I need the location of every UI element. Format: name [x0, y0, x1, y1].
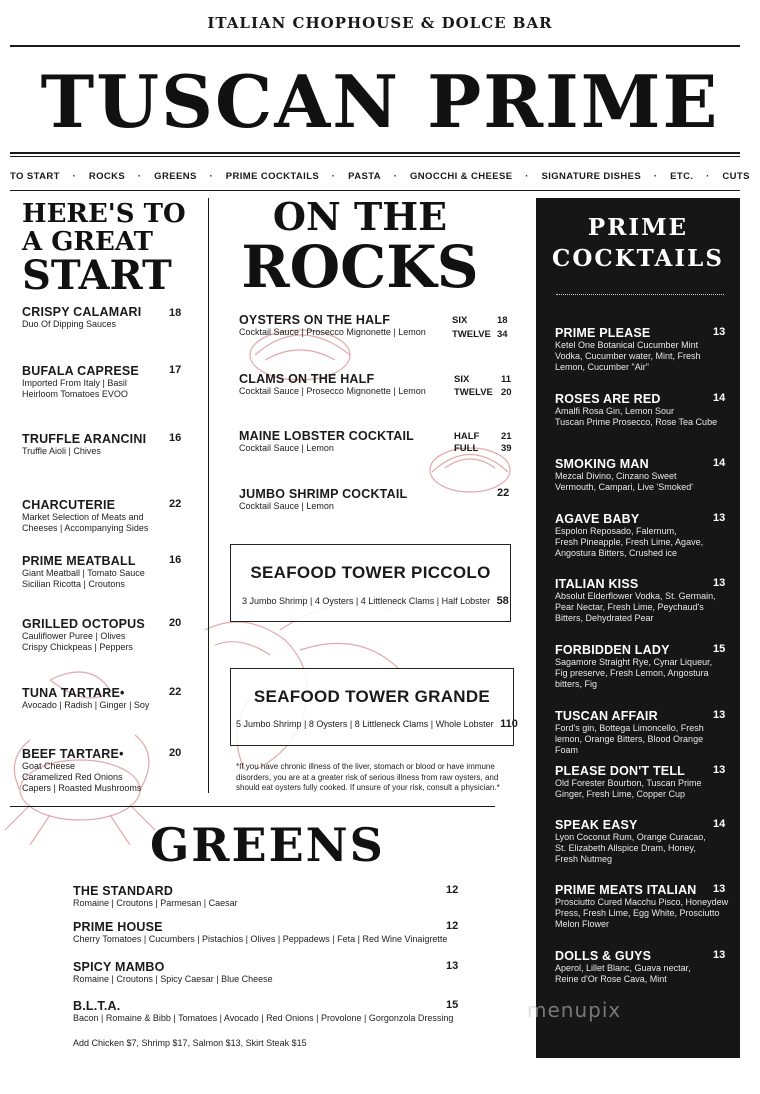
seafood-tower-grande — [230, 668, 518, 746]
clam-shell-sketch-icon — [430, 448, 510, 492]
item-desc: Cauliflower Puree | Olives — [22, 631, 126, 641]
item-desc: Absolut Elderflower Vodka, St. Germain, — [555, 591, 716, 601]
menupix-watermark: menupix — [527, 998, 622, 1022]
greens-heading: GREENS — [150, 818, 385, 872]
item-desc: Old Forester Bourbon, Tuscan Prime — [555, 778, 702, 788]
item-name: TRUFFLE ARANCINI — [22, 432, 147, 446]
menu-item-beef-tartare — [22, 747, 192, 794]
seafood-tower-piccolo — [230, 544, 511, 622]
item-desc: Melon Flower — [555, 919, 610, 929]
item-name: B.L.T.A. — [73, 999, 121, 1013]
item-desc: Vermouth, Campari, Live 'Smoked' — [555, 482, 693, 492]
item-name: DOLLS & GUYS — [555, 949, 652, 963]
header-rule-top — [10, 45, 740, 47]
cocktails-divider — [556, 294, 724, 295]
item-name: BEEF TARTARE• — [22, 747, 124, 761]
item-desc: Reine d'Or Rose Cava, Mint — [555, 974, 667, 984]
size-label: SIX — [454, 374, 470, 385]
nav-pasta[interactable]: PASTA — [348, 170, 381, 182]
item-desc: Romaine | Croutons | Parmesan | Caesar — [73, 898, 238, 908]
tower-name: SEAFOOD TOWER PICCOLO — [250, 563, 491, 582]
item-desc: Cherry Tomatoes | Cucumbers | Pistachios | Olives | Peppadews | Feta | Red Wine Vinaigrette — [73, 934, 448, 944]
item-name: THE STANDARD — [73, 884, 174, 898]
item-name: OYSTERS ON THE HALF — [239, 313, 391, 327]
item-name: BUFALA CAPRESE — [22, 364, 139, 378]
raw-oyster-disclaimer — [236, 762, 526, 794]
item-price: 14 — [713, 818, 726, 830]
item-desc: Goat Cheese — [22, 761, 76, 771]
item-desc: Romaine | Croutons | Spicy Caesar | Blue Cheese — [73, 974, 273, 984]
item-price: 18 — [169, 307, 182, 319]
menu-item-prime-meatball — [22, 554, 192, 590]
tower-desc: 5 Jumbo Shrimp | 8 Oysters | 8 Littleneck Clams | Whole Lobster — [236, 719, 494, 729]
size-label: FULL — [454, 443, 479, 454]
size-price: 34 — [497, 329, 508, 340]
item-price: 13 — [713, 577, 726, 589]
cocktail-forbidden-lady — [555, 643, 725, 690]
tagline: ITALIAN CHOPHOUSE & DOLCE BAR — [207, 14, 553, 32]
item-name: CLAMS ON THE HALF — [239, 372, 375, 386]
start-heading — [22, 199, 192, 299]
size-price: 20 — [501, 387, 512, 398]
menu-item-spicy-mambo — [73, 960, 463, 985]
item-desc: Avocado | Radish | Ginger | Soy — [22, 700, 150, 710]
item-name: SPEAK EASY — [555, 818, 638, 832]
start-heading-line-2: A GREAT — [22, 227, 153, 257]
item-desc: Heirloom Tomatoes EVOO — [22, 389, 128, 399]
size-label: TWELVE — [454, 387, 493, 398]
item-price: 13 — [713, 883, 726, 895]
item-price: 13 — [713, 764, 726, 776]
item-desc: Pear Nectar, Fresh Lime, Peychaud's — [555, 602, 704, 612]
item-desc: Press, Fresh Lime, Egg White, Prosciutto — [555, 908, 720, 918]
section-nav — [10, 168, 750, 184]
item-name: AGAVE BABY — [555, 512, 640, 526]
item-desc: Crispy Chickpeas | Peppers — [22, 642, 133, 652]
start-heading-line-3: START — [22, 252, 172, 299]
item-price: 15 — [713, 643, 726, 655]
disclaimer-line: *If you have chronic illness of the liver, stomach or blood or have immune — [236, 762, 495, 771]
column-divider-left — [208, 198, 209, 793]
header-rule-bottom — [10, 152, 740, 154]
size-label: SIX — [452, 315, 468, 326]
item-desc: Cocktail Sauce | Lemon — [239, 443, 334, 453]
menu-item-clams-on-the-half — [239, 372, 514, 397]
nav-rule — [10, 190, 740, 191]
item-desc: Truffle Aioli | Chives — [22, 446, 101, 456]
item-desc: Lemon, Cucumber "Air" — [555, 362, 649, 372]
size-label: HALF — [454, 431, 480, 442]
item-price: 20 — [169, 617, 182, 629]
item-price: 13 — [446, 960, 459, 972]
item-price: 16 — [169, 432, 182, 444]
tower-name: SEAFOOD TOWER GRANDE — [253, 687, 491, 706]
item-name: PRIME MEATS ITALIAN — [555, 883, 697, 897]
item-name: SMOKING MAN — [555, 457, 649, 471]
rocks-heading — [230, 194, 490, 301]
size-label: TWELVE — [452, 329, 491, 340]
size-price: 21 — [501, 431, 512, 442]
nav-gnocchi-cheese[interactable]: GNOCCHI & CHEESE — [409, 170, 513, 182]
item-price: 15 — [446, 999, 459, 1011]
tower-details — [236, 714, 518, 732]
item-name: ROSES ARE RED — [555, 392, 661, 406]
menu-item-the-standard — [73, 884, 463, 909]
item-desc: Tuscan Prime Prosecco, Rose Tea Cube — [555, 417, 718, 427]
nav-prime-cocktails[interactable]: PRIME COCKTAILS — [225, 170, 320, 182]
item-desc: Aperol, Lillet Blanc, Guava nectar, — [555, 963, 691, 973]
item-name: PLEASE DON'T TELL — [555, 764, 685, 778]
item-desc: Imported From Italy | Basil — [22, 378, 127, 388]
cocktail-roses-are-red — [555, 392, 725, 428]
item-name: FORBIDDEN LADY — [555, 643, 670, 657]
section-rule-greens — [10, 806, 495, 807]
cocktails-heading-line-1: PRIME — [587, 214, 689, 241]
item-desc: Cocktail Sauce | Prosecco Mignonette | Lemon — [239, 386, 426, 396]
menu-item-jumbo-shrimp-cocktail — [239, 487, 514, 512]
cocktail-dolls-and-guys — [555, 949, 725, 985]
cocktail-tuscan-affair — [555, 709, 725, 756]
menu-item-oysters-on-the-half — [239, 313, 514, 338]
item-desc: Cocktail Sauce | Lemon — [239, 501, 334, 511]
item-name: PRIME MEATBALL — [22, 554, 136, 568]
rocks-heading-line-2: ROCKS — [241, 233, 479, 301]
nav-separator: · — [209, 170, 214, 182]
item-desc: Bacon | Romaine & Bibb | Tomatoes | Avocado | Red Onions | Provolone | Gorgonzola Dressing — [73, 1013, 454, 1023]
item-price: 13 — [713, 949, 726, 961]
item-desc: Ford's gin, Bottega Limoncello, Fresh — [555, 723, 704, 733]
item-name: GRILLED OCTOPUS — [22, 617, 145, 631]
item-desc: Bitters, Dehydrated Pear — [555, 613, 654, 623]
item-name: MAINE LOBSTER COCKTAIL — [239, 429, 414, 443]
size-price: 11 — [501, 374, 512, 385]
item-desc: Ginger, Fresh Lime, Copper Cup — [555, 789, 686, 799]
item-price: 17 — [169, 364, 182, 376]
header-rule-thin — [10, 156, 740, 157]
item-price: 14 — [713, 392, 726, 404]
item-desc: Capers | Roasted Mushrooms — [22, 783, 142, 793]
nav-separator: · — [137, 170, 142, 182]
item-name: JUMBO SHRIMP COCKTAIL — [239, 487, 408, 501]
item-desc: Amalfi Rosa Gin, Lemon Sour — [555, 406, 675, 416]
cocktail-speak-easy — [555, 818, 725, 865]
disclaimer-line: disorders, you are at a greater risk of serious illness from raw oysters, and — [236, 772, 499, 782]
menu-item-crispy-calamari — [22, 305, 192, 330]
item-desc: Fig preserve, Fresh Lemon, Angostura — [555, 668, 709, 678]
nav-greens[interactable]: GREENS — [154, 170, 197, 182]
item-name: ITALIAN KISS — [555, 577, 639, 591]
item-desc: Vodka, Cucumber water, Mint, Fresh — [555, 351, 701, 361]
nav-separator: · — [393, 170, 398, 182]
tower-details — [242, 591, 509, 609]
item-desc: bitters, Fig — [555, 679, 598, 689]
menu-item-tuna-tartare — [22, 686, 192, 711]
item-price: 22 — [497, 487, 510, 499]
item-name: CRISPY CALAMARI — [22, 305, 142, 319]
item-desc: Prosciutto Cured Macchu Pisco, Honeydew — [555, 897, 729, 907]
size-price: 18 — [497, 315, 508, 326]
nav-etc[interactable]: ETC. — [670, 170, 694, 182]
cocktail-prime-meats-italian — [555, 883, 729, 930]
nav-separator: · — [706, 170, 710, 182]
brand-title: TUSCAN PRIME — [40, 59, 720, 144]
nav-cuts[interactable]: CUTS — [722, 170, 750, 182]
item-price: 20 — [169, 747, 182, 759]
item-price: 22 — [169, 686, 182, 698]
nav-signature-dishes[interactable]: SIGNATURE DISHES — [541, 170, 642, 182]
item-desc: Fresh Nutmeg — [555, 854, 613, 864]
item-desc: Sagamore Straight Rye, Cynar Liqueur, — [555, 657, 713, 667]
menu-item-prime-house — [73, 920, 463, 945]
item-price: 13 — [713, 512, 726, 524]
cocktail-smoking-man — [555, 457, 725, 493]
nav-separator: · — [525, 170, 529, 182]
nav-to-start[interactable]: TO START — [10, 170, 60, 182]
item-name: TUSCAN AFFAIR — [555, 709, 658, 723]
item-name: PRIME PLEASE — [555, 326, 651, 340]
item-desc: Espolon Reposado, Falernum, — [555, 526, 677, 536]
nav-separator: · — [331, 170, 336, 182]
item-name: SPICY MAMBO — [73, 960, 165, 974]
rocks-heading-line-1: ON THE — [272, 194, 448, 239]
item-desc: Giant Meatball | Tomato Sauce — [22, 568, 145, 578]
item-price: 12 — [446, 884, 459, 896]
disclaimer-line: should eat oysters fully cooked. If unsure of your risk, consult a physician.* — [236, 783, 500, 792]
item-desc: Angostura Bitters, Crushed ice — [555, 548, 678, 558]
nav-rocks[interactable]: ROCKS — [88, 170, 126, 182]
tower-price: 110 — [500, 718, 518, 730]
cocktail-agave-baby — [555, 512, 725, 559]
cocktail-please-dont-tell — [555, 764, 725, 800]
size-price: 39 — [501, 443, 512, 454]
cocktails-heading — [536, 212, 740, 274]
tower-price: 58 — [496, 595, 509, 607]
cocktails-heading-line-2: COCKTAILS — [552, 245, 724, 272]
item-desc: Sicilian Ricotta | Croutons — [22, 579, 125, 589]
cocktail-italian-kiss — [555, 577, 725, 624]
menu-item-maine-lobster-cocktail — [239, 429, 514, 454]
menu-item-grilled-octopus — [22, 617, 192, 653]
tower-desc: 3 Jumbo Shrimp | 4 Oysters | 4 Littleneck Clams | Half Lobster — [242, 596, 491, 606]
item-name: CHARCUTERIE — [22, 498, 116, 512]
cocktail-prime-please — [555, 326, 725, 373]
item-price: 12 — [446, 920, 459, 932]
item-price: 13 — [713, 326, 726, 338]
item-desc: Ketel One Botanical Cucumber Mint — [555, 340, 699, 350]
item-desc: lemon, Orange Bitters, Blood Orange Foam — [555, 734, 704, 755]
menu-item-blta — [73, 999, 463, 1024]
item-desc: Market Selection of Meats and — [22, 512, 144, 522]
nav-separator: · — [72, 170, 77, 182]
item-name: PRIME HOUSE — [73, 920, 163, 934]
item-price: 22 — [169, 498, 182, 510]
start-heading-line-1: HERE'S TO — [22, 199, 186, 229]
item-desc: Cocktail Sauce | Prosecco Mignonette | Lemon — [239, 327, 426, 337]
item-desc: Duo Of Dipping Sauces — [22, 319, 117, 329]
item-desc: St. Elizabeth Allspice Dram, Honey, — [555, 843, 696, 853]
item-desc: Caramelized Red Onions — [22, 772, 123, 782]
item-name: TUNA TARTARE• — [22, 686, 125, 700]
menu-item-bufala-caprese — [22, 364, 192, 400]
item-desc: Cheeses | Accompanying Sides — [22, 523, 149, 533]
item-price: 14 — [713, 457, 726, 469]
item-price: 13 — [713, 709, 726, 721]
nav-separator: · — [653, 170, 658, 182]
item-desc: Fresh Pineapple, Fresh Lime, Agave, — [555, 537, 704, 547]
menu-item-charcuterie — [22, 498, 192, 534]
item-desc: Mezcal Divino, Cinzano Sweet — [555, 471, 677, 481]
menu-item-truffle-arancini — [22, 432, 192, 457]
item-price: 16 — [169, 554, 182, 566]
item-desc: Lyon Coconut Rum, Orange Curacao, — [555, 832, 706, 842]
greens-addons: Add Chicken $7, Shrimp $17, Salmon $13, Skirt Steak $15 — [73, 1038, 307, 1048]
